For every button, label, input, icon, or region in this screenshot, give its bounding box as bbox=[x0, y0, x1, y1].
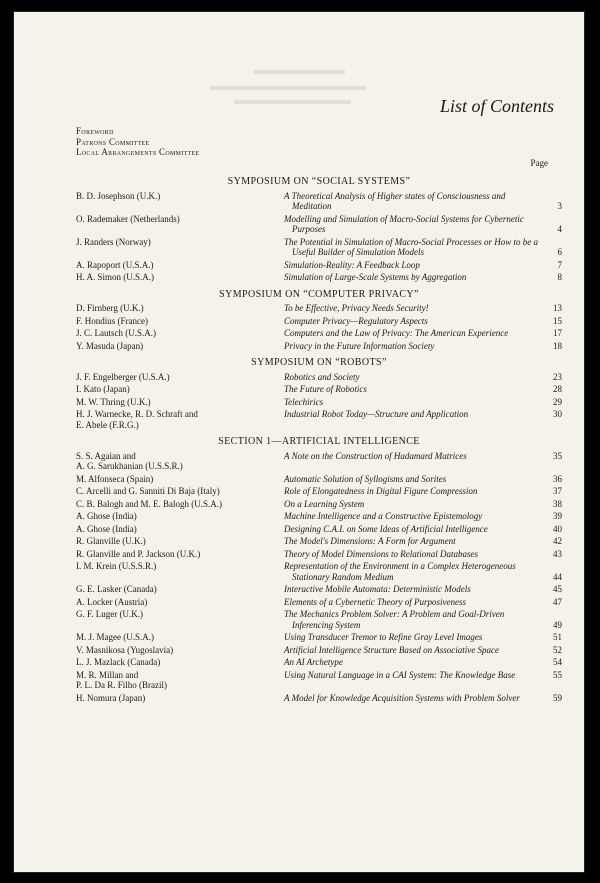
entry-title: Modelling and Simulation of Macro-Social Systems for Cybernetic Purposes bbox=[284, 213, 524, 234]
entry-author: I. M. Krein (U.S.S.R.) bbox=[76, 561, 157, 571]
entry-title: A Theoretical Analysis of Higher states of Consciousness and Meditation bbox=[284, 190, 506, 211]
entry-author: A. Ghose (India) bbox=[76, 511, 137, 521]
toc-entry bbox=[76, 260, 562, 271]
front-matter-item: Foreword bbox=[76, 126, 114, 136]
entry-page-number: 49 bbox=[553, 619, 562, 630]
toc-entry bbox=[76, 372, 562, 383]
entry-author: J. F. Engelberger (U.S.A.) bbox=[76, 371, 170, 382]
entry-title: The Model's Dimensions: A Form for Argument bbox=[284, 536, 456, 546]
entry-work bbox=[284, 384, 562, 395]
entry-page-number: 40 bbox=[553, 523, 562, 534]
entry-work bbox=[284, 260, 562, 271]
entry-title: The Mechanics Problem Solver: A Problem and Goal-Driven Inferencing System bbox=[284, 609, 505, 630]
toc-entry bbox=[76, 191, 562, 212]
entry-author: V. Masnikosa (Yugoslavia) bbox=[76, 644, 174, 655]
entry-work bbox=[284, 511, 562, 522]
toc-entry bbox=[76, 328, 562, 339]
entry-work bbox=[284, 536, 562, 547]
entry-title: Role of Elongatedness in Digital Figure Compression bbox=[284, 486, 478, 496]
entry-work bbox=[284, 486, 562, 497]
entry-work bbox=[284, 397, 562, 408]
section-heading: SECTION 1—ARTIFICIAL INTELLIGENCE bbox=[218, 436, 420, 447]
toc-entry bbox=[76, 341, 562, 352]
toc-entry bbox=[76, 657, 562, 668]
front-matter-list bbox=[76, 126, 199, 158]
entry-work bbox=[284, 561, 562, 582]
toc-entry bbox=[76, 511, 562, 522]
entry-page-number: 44 bbox=[553, 571, 562, 582]
entry-author: J. C. Lautsch (U.S.A.) bbox=[76, 328, 156, 338]
entry-author: H. A. Simon (U.S.A.) bbox=[76, 272, 155, 282]
contents-list bbox=[76, 170, 562, 705]
toc-entry bbox=[76, 549, 562, 560]
entry-title: On a Learning System bbox=[284, 498, 365, 509]
entry-page-number: 51 bbox=[553, 632, 562, 642]
entry-author: G. F. Luger (U.K.) bbox=[76, 609, 144, 619]
entry-title: A Note on the Construction of Hadamard Matrices bbox=[284, 450, 467, 461]
entry-work bbox=[284, 316, 562, 327]
show-through-text: ▬▬▬▬▬▬▬▬▬▬▬▬ bbox=[210, 78, 366, 93]
front-matter-item: Patrons Committee bbox=[76, 136, 150, 147]
entry-title: An AI Archetype bbox=[284, 657, 343, 667]
toc-entry bbox=[76, 524, 562, 535]
entry-title: Computers and the Law of Privacy: The American Experience bbox=[284, 328, 509, 338]
section-heading: SYMPOSIUM ON “ROBOTS” bbox=[251, 357, 387, 368]
entry-author: A. Locker (Austria) bbox=[76, 596, 148, 607]
toc-entry bbox=[76, 670, 562, 691]
entry-title: Using Natural Language in a CAI System: The Knowledge Base bbox=[284, 669, 516, 680]
entry-title: To be Effective, Privacy Needs Security! bbox=[284, 303, 429, 313]
entry-page-number: 43 bbox=[553, 548, 562, 559]
page-title: List of Contents bbox=[439, 96, 554, 116]
entry-page-number: 38 bbox=[553, 498, 562, 509]
entry-author: I. Kato (Japan) bbox=[76, 384, 130, 394]
entry-author: L. J. Mazlack (Canada) bbox=[76, 657, 161, 667]
entry-work bbox=[284, 237, 562, 258]
entry-work bbox=[284, 409, 562, 420]
entry-title: Interactive Mobile Automata: Deterministic Models bbox=[284, 584, 471, 594]
document-page bbox=[14, 12, 584, 872]
entry-page-number: 59 bbox=[553, 692, 562, 703]
entry-work bbox=[284, 657, 562, 668]
toc-entry bbox=[76, 409, 562, 430]
entry-title: Elements of a Cybernetic Theory of Purposiveness bbox=[284, 596, 466, 607]
section-heading: SYMPOSIUM ON “SOCIAL SYSTEMS” bbox=[227, 176, 411, 187]
entry-page-number: 28 bbox=[553, 384, 562, 394]
entry-author: A. Ghose (India) bbox=[76, 523, 137, 534]
entry-title: Telechirics bbox=[284, 396, 324, 407]
entry-author: Y. Masuda (Japan) bbox=[76, 340, 144, 351]
entry-title: The Potential in Simulation of Macro-Social Processes or How to be a Useful Builder of Simulation Models bbox=[284, 236, 539, 257]
entry-author: F. Hondius (France) bbox=[76, 315, 149, 326]
entry-work bbox=[284, 645, 562, 656]
show-through-text: ▬▬▬▬▬▬▬ bbox=[254, 62, 345, 77]
entry-author: M. W. Thring (U.K.) bbox=[76, 396, 151, 407]
entry-page-number: 35 bbox=[553, 450, 562, 461]
entry-author: D. Firnberg (U.K.) bbox=[76, 303, 144, 313]
entry-page-number: 54 bbox=[553, 657, 562, 667]
entry-author: J. Randers (Norway) bbox=[76, 236, 151, 247]
entry-page-number: 55 bbox=[553, 669, 562, 680]
entry-work bbox=[284, 597, 562, 608]
entry-page-number: 4 bbox=[557, 224, 562, 234]
entry-page-number: 39 bbox=[553, 511, 562, 521]
entry-page-number: 37 bbox=[553, 486, 562, 496]
entry-work bbox=[284, 214, 562, 235]
entry-page-number: 6 bbox=[557, 247, 562, 257]
entry-author: C. B. Balogh and M. E. Balogh (U.S.A.) bbox=[76, 498, 222, 509]
toc-entry bbox=[76, 214, 562, 235]
toc-entry bbox=[76, 384, 562, 395]
entry-page-number: 29 bbox=[553, 396, 562, 407]
entry-author: M. Alfonseca (Spain) bbox=[76, 473, 154, 484]
entry-page-number: 23 bbox=[553, 371, 562, 382]
entry-author: B. D. Josephson (U.K.) bbox=[76, 190, 161, 201]
toc-entry bbox=[76, 451, 562, 472]
entry-author: M. R. Millan and P. L. Da R. Filho (Brazil) bbox=[76, 669, 167, 690]
entry-work bbox=[284, 584, 562, 595]
entry-page-number: 30 bbox=[553, 409, 562, 419]
entry-author: O. Rademaker (Netherlands) bbox=[76, 213, 180, 224]
toc-entry bbox=[76, 303, 562, 314]
toc-entry bbox=[76, 272, 562, 283]
entry-page-number: 52 bbox=[553, 644, 562, 655]
entry-title: Computer Privacy—Regulatory Aspects bbox=[284, 315, 428, 326]
toc-entry bbox=[76, 597, 562, 608]
entry-title: A Model for Knowledge Acquisition Systems with Problem Solver bbox=[284, 692, 520, 703]
entry-page-number: 13 bbox=[553, 303, 562, 313]
toc-entry bbox=[76, 237, 562, 258]
entry-title: Machine Intelligence and a Constructive Epistemology bbox=[284, 511, 483, 521]
toc-entry bbox=[76, 397, 562, 408]
entry-author: H. Nomura (Japan) bbox=[76, 692, 146, 703]
entry-page-number: 36 bbox=[553, 473, 562, 484]
show-through-text: ▬▬▬▬▬▬▬▬▬ bbox=[234, 92, 351, 107]
entry-author: M. J. Magee (U.S.A.) bbox=[76, 632, 154, 642]
entry-work bbox=[284, 341, 562, 352]
entry-work bbox=[284, 524, 562, 535]
entry-title: Artificial Intelligence Structure Based on Associative Space bbox=[284, 644, 499, 655]
toc-entry bbox=[76, 693, 562, 704]
entry-author: R. Glanville and P. Jackson (U.K.) bbox=[76, 548, 201, 559]
toc-entry bbox=[76, 609, 562, 630]
entry-work bbox=[284, 191, 562, 212]
entry-work bbox=[284, 451, 562, 462]
entry-title: The Future of Robotics bbox=[284, 384, 367, 394]
entry-work bbox=[284, 474, 562, 485]
section-heading: SYMPOSIUM ON “COMPUTER PRIVACY” bbox=[219, 288, 419, 300]
toc-entry bbox=[76, 486, 562, 497]
entry-author: A. Rapoport (U.S.A.) bbox=[76, 259, 154, 270]
entry-page-number: 8 bbox=[557, 272, 562, 282]
entry-title: Theory of Model Dimensions to Relational Databases bbox=[284, 548, 478, 559]
entry-page-number: 47 bbox=[553, 596, 562, 607]
entry-title: Industrial Robot Today—Structure and Application bbox=[284, 409, 469, 419]
toc-entry bbox=[76, 561, 562, 582]
entry-work bbox=[284, 499, 562, 510]
entry-page-number: 18 bbox=[553, 340, 562, 351]
front-matter-item: Local Arrangements Committee bbox=[76, 147, 200, 157]
entry-work bbox=[284, 272, 562, 283]
entry-page-number: 17 bbox=[553, 328, 562, 338]
entry-work bbox=[284, 693, 562, 704]
entry-work bbox=[284, 549, 562, 560]
entry-work bbox=[284, 328, 562, 339]
entry-title: Simulation-Reality: A Feedback Loop bbox=[284, 259, 420, 270]
entry-title: Representation of the Environment in a Complex Heterogeneous Stationary Random Medium bbox=[284, 561, 516, 582]
entry-title: Using Transducer Tremor to Refine Gray Level Images bbox=[284, 632, 483, 642]
entry-work bbox=[284, 372, 562, 383]
entry-page-number: 3 bbox=[557, 201, 562, 211]
toc-entry bbox=[76, 536, 562, 547]
entry-title: Privacy in the Future Information Society bbox=[284, 340, 435, 351]
toc-entry bbox=[76, 474, 562, 485]
toc-entry bbox=[76, 645, 562, 656]
entry-work bbox=[284, 670, 562, 681]
entry-work bbox=[284, 632, 562, 643]
entry-title: Designing C.A.I. on Some Ideas of Artificial Intelligence bbox=[284, 523, 488, 534]
toc-entry bbox=[76, 316, 562, 327]
entry-page-number: 15 bbox=[553, 315, 562, 326]
toc-entry bbox=[76, 632, 562, 643]
entry-author: H. J. Warnecke, R. D. Schraft and E. Abele (F.R.G.) bbox=[76, 409, 198, 430]
entry-page-number: 7 bbox=[557, 259, 562, 270]
entry-title: Simulation of Large-Scale Systems by Aggregation bbox=[284, 272, 467, 282]
toc-entry bbox=[76, 584, 562, 595]
toc-entry bbox=[76, 499, 562, 510]
entry-work bbox=[284, 303, 562, 314]
entry-page-number: 45 bbox=[553, 584, 562, 594]
entry-work bbox=[284, 609, 562, 630]
entry-author: R. Glanville (U.K.) bbox=[76, 536, 146, 546]
page-column-label: Page bbox=[530, 158, 548, 168]
entry-author: S. S. Agaian and A. G. Sarukhanian (U.S.S.R.) bbox=[76, 450, 183, 471]
entry-title: Robotics and Society bbox=[284, 371, 360, 382]
entry-author: C. Arcelli and G. Sanniti Di Baja (Italy) bbox=[76, 486, 220, 496]
entry-author: G. E. Lasker (Canada) bbox=[76, 584, 157, 594]
entry-page-number: 42 bbox=[553, 536, 562, 546]
entry-title: Automatic Solution of Syllogisms and Sorites bbox=[284, 473, 447, 484]
